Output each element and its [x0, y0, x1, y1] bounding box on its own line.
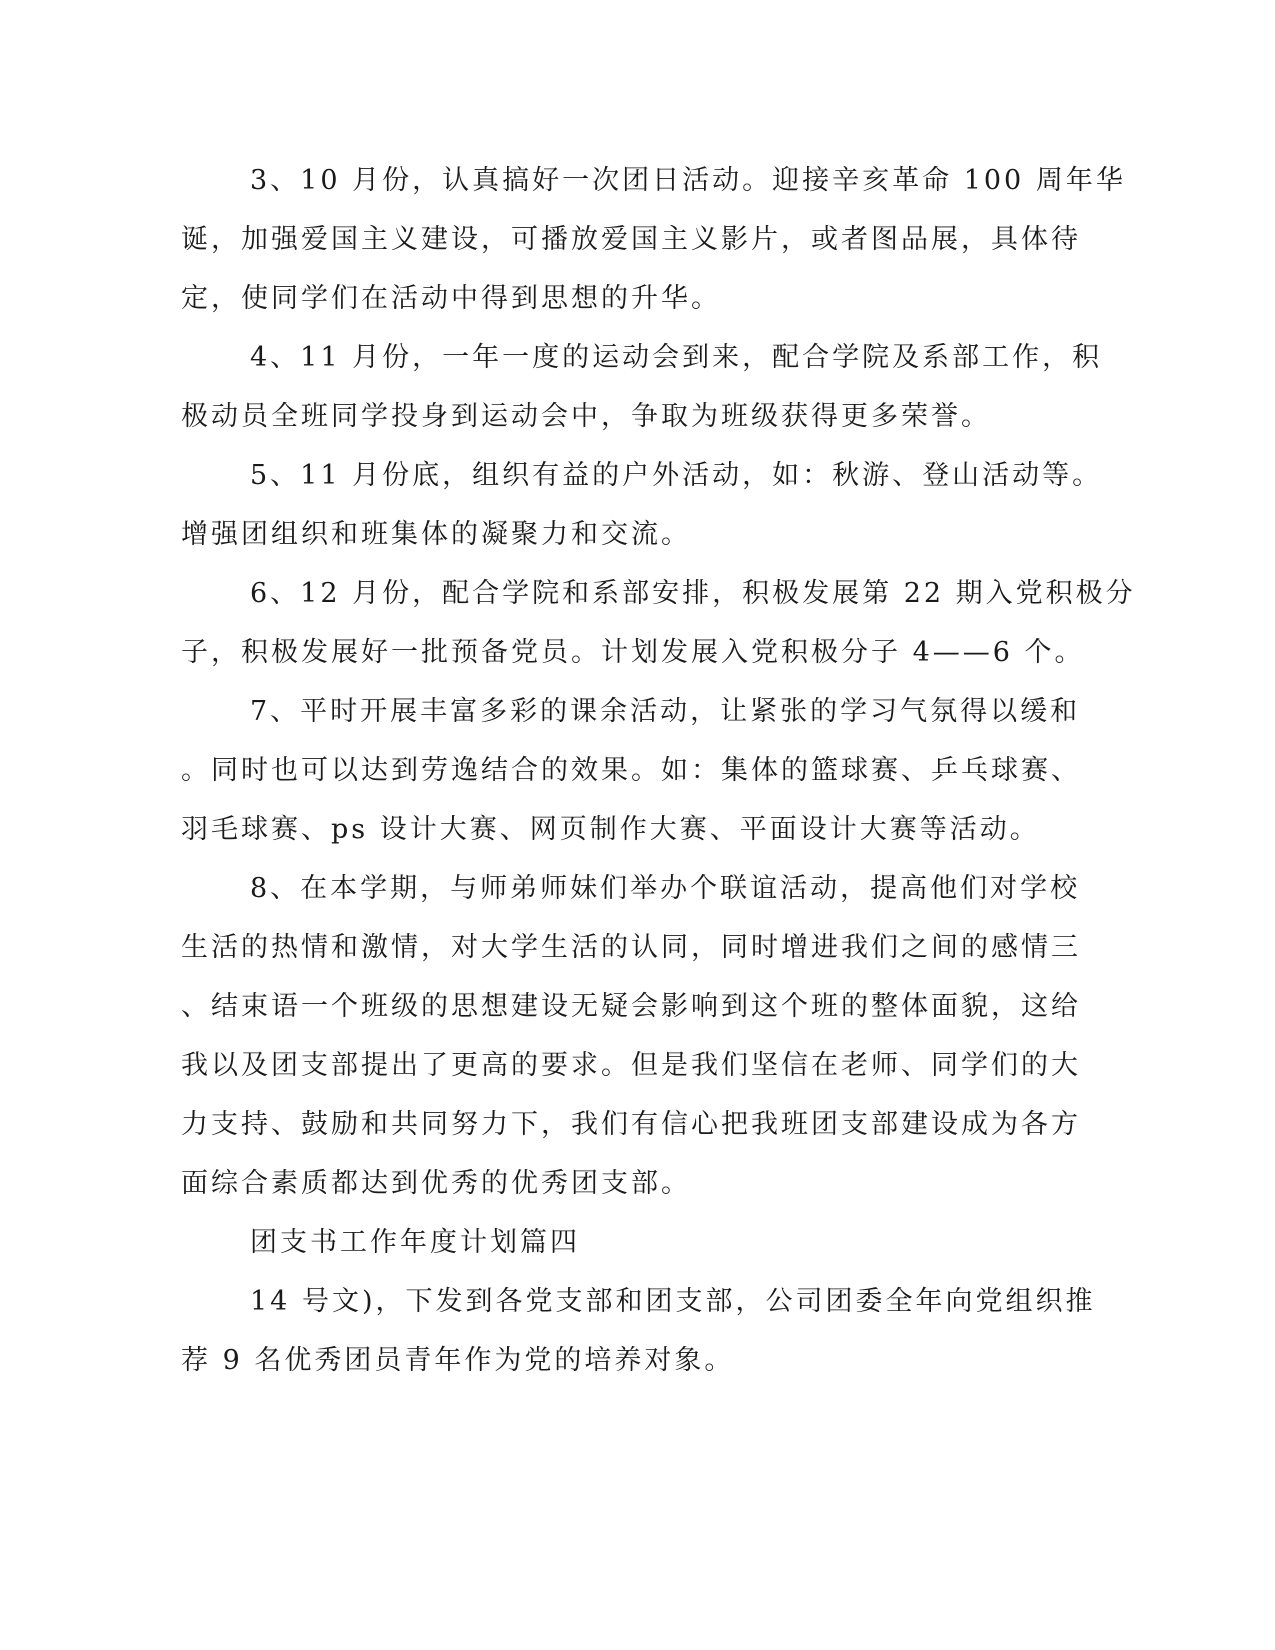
text-line: 子，积极发展好一批预备党员。计划发展入党积极分子 4——6 个。: [181, 637, 1085, 668]
text-line: 3、10 月份，认真搞好一次团日活动。迎接辛亥革命 100 周年华: [250, 165, 1126, 196]
text-line: 8、在本学期，与师弟师妹们举办个联谊活动，提高他们对学校: [250, 873, 1081, 904]
text-line: 荐 9 名优秀团员青年作为党的培养对象。: [181, 1345, 735, 1376]
text-line: 生活的热情和激情，对大学生活的认同，同时增进我们之间的感情三: [181, 932, 1081, 963]
section-heading: 团支书工作年度计划篇四: [250, 1227, 580, 1258]
text-line: 6、12 月份，配合学院和系部安排，积极发展第 22 期入党积极分: [250, 578, 1136, 609]
text-line: 面综合素质都达到优秀的优秀团支部。: [181, 1168, 691, 1199]
text-line: 14 号文)，下发到各党支部和团支部，公司团委全年向党组织推: [250, 1286, 1096, 1317]
text-line: 。同时也可以达到劳逸结合的效果。如：集体的篮球赛、乒乓球赛、: [181, 755, 1081, 786]
text-line: 4、11 月份，一年一度的运动会到来，配合学院及系部工作，积: [250, 342, 1103, 373]
text-line: 定，使同学们在活动中得到思想的升华。: [181, 283, 721, 314]
text-line: 诞，加强爱国主义建设，可播放爱国主义影片，或者图品展，具体待: [181, 224, 1081, 255]
text-line: 7、平时开展丰富多彩的课余活动，让紧张的学习气氛得以缓和: [250, 696, 1081, 727]
text-line: 增强团组织和班集体的凝聚力和交流。: [181, 519, 691, 550]
text-line: 、结束语一个班级的思想建设无疑会影响到这个班的整体面貌，这给: [181, 991, 1081, 1022]
text-line: 5、11 月份底，组织有益的户外活动，如：秋游、登山活动等。: [250, 460, 1103, 491]
text-line: 羽毛球赛、ps 设计大赛、网页制作大赛、平面设计大赛等活动。: [181, 814, 1040, 845]
text-line: 力支持、鼓励和共同努力下，我们有信心把我班团支部建设成为各方: [181, 1109, 1081, 1140]
text-line: 我以及团支部提出了更高的要求。但是我们坚信在老师、同学们的大: [181, 1050, 1081, 1081]
text-line: 极动员全班同学投身到运动会中，争取为班级获得更多荣誉。: [181, 401, 991, 432]
